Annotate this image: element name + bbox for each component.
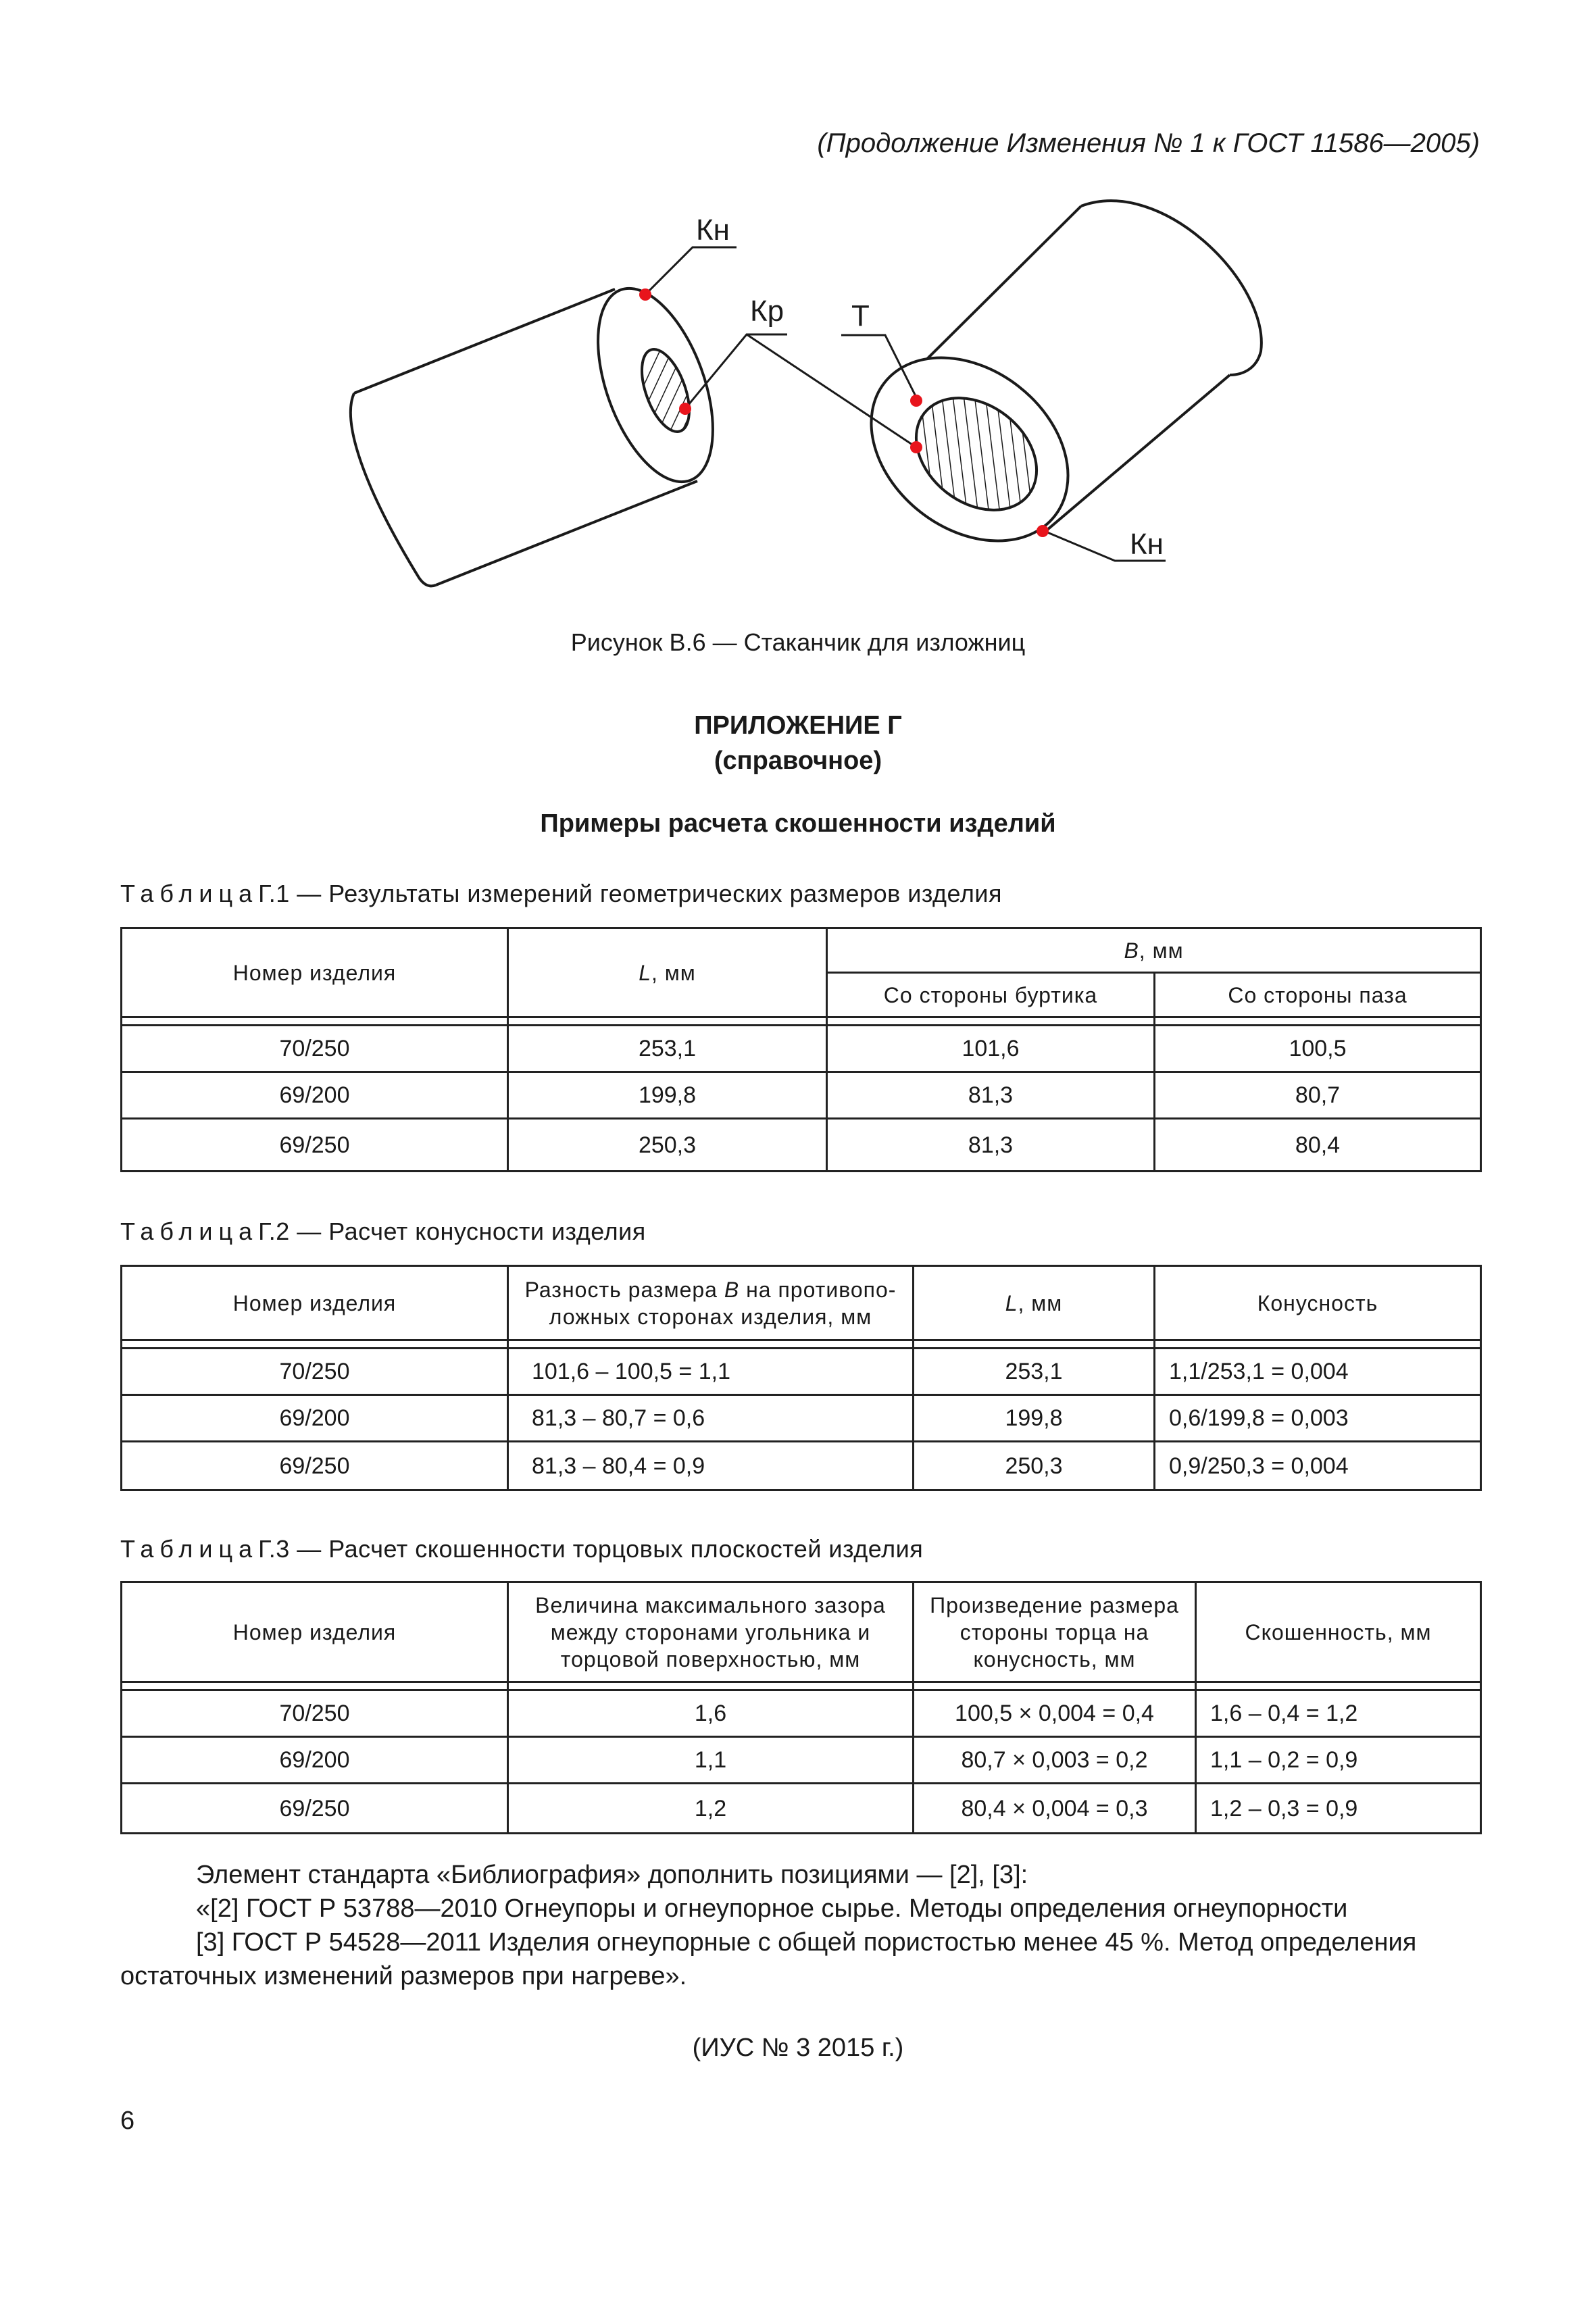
table3-cell: 1,1 – 0,2 = 0,9 [1196, 1737, 1481, 1784]
table2-cell: 69/200 [122, 1395, 508, 1442]
table-row [122, 1026, 1481, 1072]
bibliography-text [120, 1858, 1478, 1993]
table1-cell: 250,3 [508, 1119, 827, 1172]
table2-col-item: Номер изделия [122, 1266, 508, 1340]
table3-prod-c: конусность, мм [973, 1646, 1136, 1671]
table1-cell: 69/200 [122, 1072, 508, 1119]
table2-cell: 81,3 – 80,4 = 0,9 [508, 1442, 914, 1490]
table3-cell: 1,2 [508, 1784, 914, 1834]
running-header: (Продолжение Изменения № 1 к ГОСТ 11586—2005) [817, 128, 1480, 158]
table3-cell: 70/250 [122, 1690, 508, 1737]
table3-col-gap [508, 1582, 914, 1682]
table1-cell: 81,3 [827, 1072, 1155, 1119]
figure-caption: Рисунок В.6 — Стаканчик для изложниц [570, 628, 1026, 656]
label-t: Т [851, 299, 870, 332]
figure-cup [324, 189, 1297, 608]
table2-cell: 70/250 [122, 1349, 508, 1395]
table1-col-b-left: Со стороны буртика [827, 973, 1155, 1017]
table2-col-taper: Конусность [1155, 1266, 1481, 1340]
table1-b-unit: , мм [1139, 938, 1184, 963]
table1-caption [120, 880, 1002, 908]
table3-col-skew: Скошенность, мм [1196, 1582, 1481, 1682]
table-row [122, 1737, 1481, 1784]
table1-col-item: Номер изделия [122, 928, 508, 1017]
table1-cell: 70/250 [122, 1026, 508, 1072]
table3-cell: 1,2 – 0,3 = 0,9 [1196, 1784, 1481, 1834]
ius-reference: (ИУС № 3 2015 г.) [692, 2034, 904, 2062]
table2-cell: 253,1 [914, 1349, 1155, 1395]
table3-caption-prefix: Таблица [120, 1535, 259, 1563]
table2-separator [122, 1340, 1481, 1349]
table2-cell: 69/250 [122, 1442, 508, 1490]
table1-caption-text: — Результаты измерений геометрических размеров изделия [289, 880, 1002, 907]
bibliography-line1: Элемент стандарта «Библиография» дополнить позициями — [2], [3]: [196, 1861, 1028, 1889]
table1-cell: 69/250 [122, 1119, 508, 1172]
table1-cell: 100,5 [1155, 1026, 1481, 1072]
appendix-name: ПРИЛОЖЕНИЕ Г [694, 711, 902, 740]
bibliography-line3a: [3] ГОСТ Р 54528—2011 Изделия огнеупорные с общей пористостью менее 45 %. Метод определения [196, 1928, 1417, 1957]
table2-header-row [122, 1266, 1481, 1340]
table1-l-var: L [639, 960, 651, 985]
bibliography-line2: «[2] ГОСТ Р 53788—2010 Огнеупоры и огнеупорное сырье. Методы определения огнеупорности [196, 1894, 1348, 1923]
table3-cell: 1,1 [508, 1737, 914, 1784]
table2-cell: 1,1/253,1 = 0,004 [1155, 1349, 1481, 1395]
table2-caption [120, 1217, 646, 1246]
table1-cell: 199,8 [508, 1072, 827, 1119]
table1-cell: 101,6 [827, 1026, 1155, 1072]
table1-col-b [827, 928, 1481, 973]
table1-cell: 81,3 [827, 1119, 1155, 1172]
table2-col-diff [508, 1266, 914, 1340]
table-row [122, 1442, 1481, 1490]
table3-cell: 69/200 [122, 1737, 508, 1784]
table3 [120, 1581, 1482, 1834]
table3-separator [122, 1682, 1481, 1690]
label-kr: Кр [750, 295, 784, 328]
table2-caption-prefix: Таблица [120, 1217, 259, 1245]
table-row [122, 1784, 1481, 1834]
table1-cell: 80,7 [1155, 1072, 1481, 1119]
table-row [122, 1072, 1481, 1119]
label-kn-top: Кн [696, 213, 730, 247]
table-row [122, 1349, 1481, 1395]
table2-caption-number: Г.2 [258, 1217, 290, 1245]
table1-l-unit: , мм [651, 960, 696, 985]
table1-cell: 253,1 [508, 1026, 827, 1072]
table2-diff-var: B [724, 1277, 740, 1302]
table3-gap-b: между сторонами угольника и [550, 1619, 871, 1644]
right-cylinder [835, 201, 1262, 578]
table3-cell: 1,6 [508, 1690, 914, 1737]
table3-cell: 69/250 [122, 1784, 508, 1834]
table3-prod-b: стороны торца на [959, 1619, 1149, 1644]
label-kn-bottom: Кн [1130, 528, 1164, 561]
table3-header-row [122, 1582, 1481, 1682]
appendix-title [0, 708, 1596, 778]
table1-col-b-right: Со стороны паза [1155, 973, 1481, 1017]
table3-gap-c: торцовой поверхностью, мм [560, 1646, 861, 1671]
table2-caption-text: — Расчет конусности изделия [289, 1217, 646, 1245]
table3-caption-text: — Расчет скошенности торцовых плоскостей изделия [289, 1535, 924, 1563]
table3-gap-a: Величина максимального зазора [535, 1592, 886, 1617]
table3-cell: 80,7 × 0,003 = 0,2 [914, 1737, 1196, 1784]
table1-header-row [122, 928, 1481, 973]
table-row [122, 1395, 1481, 1442]
appendix-subtitle: (справочное) [714, 747, 882, 775]
table3-col-product [914, 1582, 1196, 1682]
bibliography-line3b: остаточных изменений размеров при нагреве». [120, 1962, 687, 1990]
table2-diff-b: на противопо- [739, 1277, 897, 1302]
table2-col-l [914, 1266, 1155, 1340]
table2-cell: 250,3 [914, 1442, 1155, 1490]
table2-cell: 0,6/199,8 = 0,003 [1155, 1395, 1481, 1442]
table3-cell: 1,6 – 0,4 = 1,2 [1196, 1690, 1481, 1737]
table-row [122, 1690, 1481, 1737]
table1-caption-prefix: Таблица [120, 880, 259, 907]
appendix-heading: Примеры расчета скошенности изделий [540, 809, 1056, 838]
table2-cell: 101,6 – 100,5 = 1,1 [508, 1349, 914, 1395]
table2-l-unit: , мм [1018, 1290, 1063, 1315]
page-number: 6 [120, 2107, 135, 2135]
table2-diff-a: Разность размера [524, 1277, 724, 1302]
table3-caption-number: Г.3 [258, 1535, 290, 1563]
table1 [120, 927, 1482, 1172]
table1-col-l [508, 928, 827, 1017]
table2-l-var: L [1005, 1290, 1018, 1315]
table2-cell: 0,9/250,3 = 0,004 [1155, 1442, 1481, 1490]
left-cylinder [351, 273, 736, 586]
table1-separator [122, 1017, 1481, 1026]
table3-caption [120, 1535, 923, 1563]
table1-caption-number: Г.1 [258, 880, 290, 907]
table3-cell: 80,4 × 0,004 = 0,3 [914, 1784, 1196, 1834]
table2-cell: 81,3 – 80,7 = 0,6 [508, 1395, 914, 1442]
table-row [122, 1119, 1481, 1172]
table2-cell: 199,8 [914, 1395, 1155, 1442]
table3-col-item: Номер изделия [122, 1582, 508, 1682]
table2-diff-c: ложных сторонах изделия, мм [549, 1304, 872, 1329]
table1-b-var: B [1124, 938, 1139, 963]
table3-prod-a: Произведение размера [930, 1592, 1179, 1617]
table2 [120, 1265, 1482, 1491]
table1-cell: 80,4 [1155, 1119, 1481, 1172]
table3-cell: 100,5 × 0,004 = 0,4 [914, 1690, 1196, 1737]
